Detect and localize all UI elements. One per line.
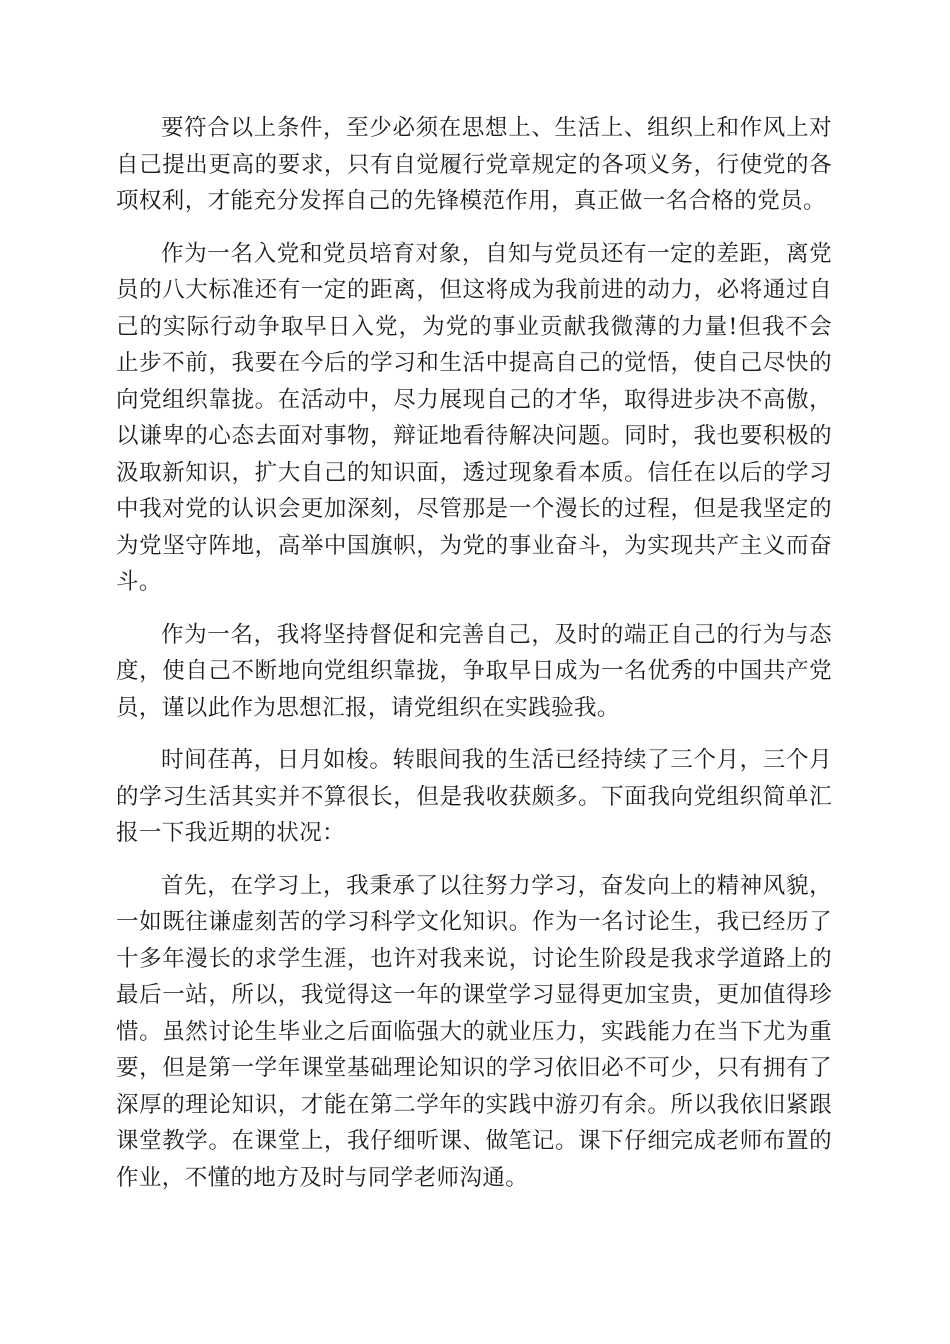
paragraph-2: 作为一名入党和党员培育对象，自知与党员还有一定的差距，离党员的八大标准还有一定的距离，但这将成为我前进的动力，必将通过自己的实际行动争取早日入党，为党的事业贡献我微薄的力量!但我不会止步不前，我要在今后的学习和生活中提高自己的觉悟，使自己尽快的向党组织靠拢。在活动中，尽力展现自己的才华，取得进步决不高傲，以谦卑的心态去面对事物，辩证地看待解决问题。同时，我也要积极的汲取新知识，扩大自己的知识面，透过现象看本质。信任在以后的学习中我对党的认识会更加深刻，尽管那是一个漫长的过程，但是我坚定的为党坚守阵地，高举中国旗帜，为党的事业奋斗，为实现共产主义而奋斗。 xyxy=(116,240,832,595)
paragraph-3: 作为一名，我将坚持督促和完善自己，及时的端正自己的行为与态度，使自己不断地向党组织靠拢，争取早日成为一名优秀的中国共产党员，谨以此作为思想汇报，请党组织在实践验我。 xyxy=(116,621,832,721)
paragraph-5: 首先，在学习上，我秉承了以往努力学习，奋发向上的精神风貌，一如既往谦虚刻苦的学习科学文化知识。作为一名讨论生，我已经历了十多年漫长的求学生涯，也许对我来说，讨论生阶段是我求学道路上的最后一站，所以，我觉得这一年的课堂学习显得更加宝贵，更加值得珍惜。虽然讨论生毕业之后面临强大的就业压力，实践能力在当下尤为重要，但是第一学年课堂基础理论知识的学习依旧必不可少，只有拥有了深厚的理论知识，才能在第二学年的实践中游刃有余。所以我依旧紧跟课堂教学。在课堂上，我仔细听课、做笔记。课下仔细完成老师布置的作业，不懂的地方及时与同学老师沟通。 xyxy=(116,872,832,1191)
document-body xyxy=(116,110,832,1212)
paragraph-4: 时间荏苒，日月如梭。转眼间我的生活已经持续了三个月，三个月的学习生活其实并不算很长，但是我收获颇多。下面我向党组织简单汇报一下我近期的状况： xyxy=(116,747,832,846)
paragraph-1: 要符合以上条件，至少必须在思想上、生活上、组织上和作风上对自己提出更高的要求，只有自觉履行党章规定的各项义务，行使党的各项权利，才能充分发挥自己的先锋模范作用，真正做一名合格的党员。 xyxy=(116,115,832,214)
